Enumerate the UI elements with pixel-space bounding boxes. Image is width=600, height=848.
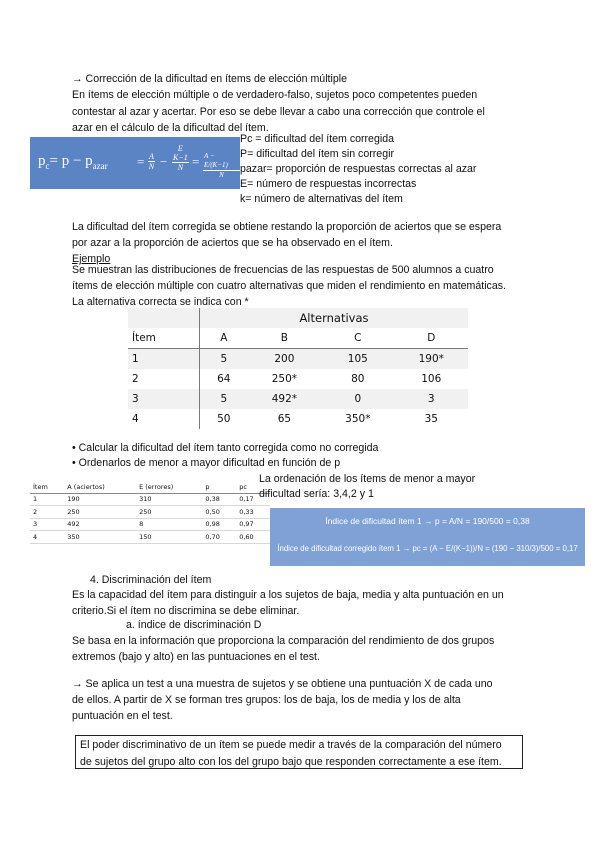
ordering-line-1: La ordenación de los ítems de menor a mayor (259, 473, 476, 485)
alt-col-c: C (321, 328, 394, 349)
example-line-1: Se muestran las distribuciones de frecuencias de las respuestas de 500 alumnos a cuatro (72, 264, 494, 276)
results-cell: 8 (136, 518, 202, 531)
frac2-num-bottom: K−1 (173, 153, 188, 162)
alt-cell: 5 (199, 349, 247, 370)
results-cell: 0,97 (236, 518, 270, 531)
basis-line-2: extremos (bajo y alto) en las puntuaciones en el test. (72, 651, 320, 663)
formula-eq: = (137, 154, 145, 169)
procedure-line-2: de ellos. A partir de X se forman tres grupos: los de baja, los de media y los de alta (72, 694, 461, 706)
basis-line-1: Se basa en la información que proporciona la comparación del rendimiento de dos grupos (72, 635, 495, 647)
frac3-den: N (219, 171, 224, 179)
frac1-num: A (149, 152, 154, 161)
results-cell: 0,70 (202, 531, 236, 544)
alt-cell: 350* (321, 409, 394, 429)
results-cell: 492 (64, 518, 136, 531)
alt-cell: 64 (199, 369, 247, 389)
alternatives-table (128, 308, 468, 429)
bullet-1: • Calcular la dificultad del ítem tanto corregida como no corregida (72, 442, 379, 454)
formula-eq2: = (192, 154, 200, 169)
results-cell: 4 (30, 531, 64, 544)
formula-lhs-sub: c (45, 161, 50, 171)
alt-cell: 35 (395, 409, 468, 429)
formula-lhs: p (38, 153, 46, 169)
results-col-e: E (errores) (136, 481, 202, 493)
alt-cell: 106 (395, 369, 468, 389)
explanation-line-2: por azar a la proporción de aciertos que se ha observado en el ítem. (72, 237, 393, 249)
alt-cell: 0 (321, 389, 394, 409)
legend-pazar: pazar= proporción de respuestas correctas al azar (240, 163, 477, 175)
frac3-num: A − E/(K−1) (203, 152, 240, 171)
alt-cell: 50 (199, 409, 247, 429)
results-col-item: Ítem (30, 481, 64, 493)
formula-frac-1 (148, 152, 155, 171)
alt-col-d: D (395, 328, 468, 349)
alt-group-header-row (128, 308, 468, 328)
section-heading: → Corrección de la dificultad en ítems de elección múltiple (72, 73, 347, 85)
frac2-num-top: E (177, 144, 183, 153)
explanation-line-1: La dificultad del ítem corregida se obtiene restando la proporción de aciertos que se espera (72, 221, 502, 233)
results-cell: 0,38 (202, 493, 236, 506)
alt-cell: 80 (321, 369, 394, 389)
intro-line-2: contestar al azar y acertar. Por eso se debe llevar a cabo una corrección que controle el (72, 106, 485, 118)
discrimination-heading: 4. Discriminación del ítem (90, 574, 212, 586)
table-row (30, 506, 270, 519)
formula-box (30, 137, 240, 189)
results-cell: 0,50 (202, 506, 236, 519)
legend-e: E= número de respuestas incorrectas (240, 178, 417, 190)
frac2-den: N (177, 163, 184, 172)
frac1-den: N (148, 162, 155, 171)
table-row (128, 389, 468, 409)
results-cell: 190 (64, 493, 136, 506)
table-row (128, 369, 468, 389)
table-row (128, 349, 468, 370)
table-row (30, 531, 270, 544)
legend-pc: Pc = dificultad del ítem corregida (240, 133, 394, 145)
table-row (128, 409, 468, 429)
results-cell: 0,60 (236, 531, 270, 544)
example-line-3: La alternativa correcta se indica con * (72, 296, 249, 308)
boxed-note (75, 735, 523, 769)
alt-cell: 492* (248, 389, 321, 409)
legend-p: P= dificultad del ítem sin corregir (240, 148, 394, 160)
table-row (30, 518, 270, 531)
legend-k: k= número de alternativas del ítem (240, 193, 403, 205)
procedure-line-1: → Se aplica un test a una muestra de sujetos y se obtiene una puntuación X de cada uno (72, 678, 493, 690)
results-cell: 0,33 (236, 506, 270, 519)
results-cell: 150 (136, 531, 202, 544)
alt-cell: 105 (321, 349, 394, 370)
formula-frac-2 (172, 144, 189, 172)
alt-cell: 5 (199, 389, 247, 409)
alt-cell: 3 (395, 389, 468, 409)
boxed-line-2: de sujetos del grupo alto con los del grupo bajo que responden correctamente a ese ítem. (80, 755, 502, 768)
results-col-a: A (aciertos) (64, 481, 136, 493)
formula-main (38, 153, 108, 171)
formula-minus: − (160, 154, 168, 169)
results-header-row (30, 481, 270, 493)
table-row (30, 493, 270, 506)
alt-group-header: Alternativas (199, 308, 468, 328)
result-line-1: Índice de dificultad ítem 1 → p = A/N = 190/500 = 0,38 (325, 516, 530, 526)
results-table (30, 481, 270, 544)
results-cell: 310 (136, 493, 202, 506)
result-box (270, 508, 585, 566)
results-cell: 3 (30, 518, 64, 531)
alt-col-a: A (199, 328, 247, 349)
alt-cell: 190* (395, 349, 468, 370)
alt-item-header: Ítem (128, 328, 199, 349)
alt-cell: 65 (248, 409, 321, 429)
discrimination-line-1: Es la capacidad del ítem para distinguir a los sujetos de baja, media y alta puntuación en un (72, 589, 504, 601)
results-cell: 1 (30, 493, 64, 506)
results-cell: 250 (136, 506, 202, 519)
alt-item-3: 3 (128, 389, 199, 409)
alt-column-header-row (128, 328, 468, 349)
results-cell: 2 (30, 506, 64, 519)
alt-cell: 250* (248, 369, 321, 389)
results-col-pc: pc (236, 481, 270, 493)
alt-item-4: 4 (128, 409, 199, 429)
alt-item-1: 1 (128, 349, 199, 370)
procedure-line-3: puntuación en el test. (72, 710, 173, 722)
discrimination-line-2: criterio.Si el ítem no discrimina se debe eliminar. (72, 605, 300, 617)
alt-col-b: B (248, 328, 321, 349)
intro-line-1: En ítems de elección múltiple o de verdadero-falso, sujetos poco competentes pueden (72, 89, 478, 101)
sub-heading: a. índice de discriminación D (126, 619, 262, 631)
result-line-2: Índice de dificultad corregido ítem 1 → pc = (A − E/(K−1))/N = (190 − 310/3)/500 = 0,17 (277, 544, 578, 553)
results-cell: 0,98 (202, 518, 236, 531)
boxed-line-1: El poder discriminativo de un ítem se puede medir a través de la comparación del número (80, 739, 502, 751)
example-label: Ejemplo (72, 253, 111, 265)
results-col-p: p (202, 481, 236, 493)
bullet-2: • Ordenarlos de menor a mayor dificultad en función de p (72, 457, 341, 469)
formula-mid: = p − p (49, 153, 93, 169)
results-cell: 250 (64, 506, 136, 519)
alt-item-2: 2 (128, 369, 199, 389)
alt-cell: 200 (248, 349, 321, 370)
ordering-line-2: dificultad sería: 3,4,2 y 1 (259, 488, 374, 500)
intro-line-3: azar en el cálculo de la dificultad del ítem. (72, 122, 269, 134)
formula-frac-3 (203, 152, 240, 180)
results-cell: 0,17 (236, 493, 270, 506)
example-line-2: ítems de elección múltiple con cuatro alternativas que miden el rendimiento en matemáticas. (72, 280, 506, 292)
results-cell: 350 (64, 531, 136, 544)
alt-empty-cell (128, 308, 199, 328)
formula-mid-sub: azar (92, 161, 108, 171)
